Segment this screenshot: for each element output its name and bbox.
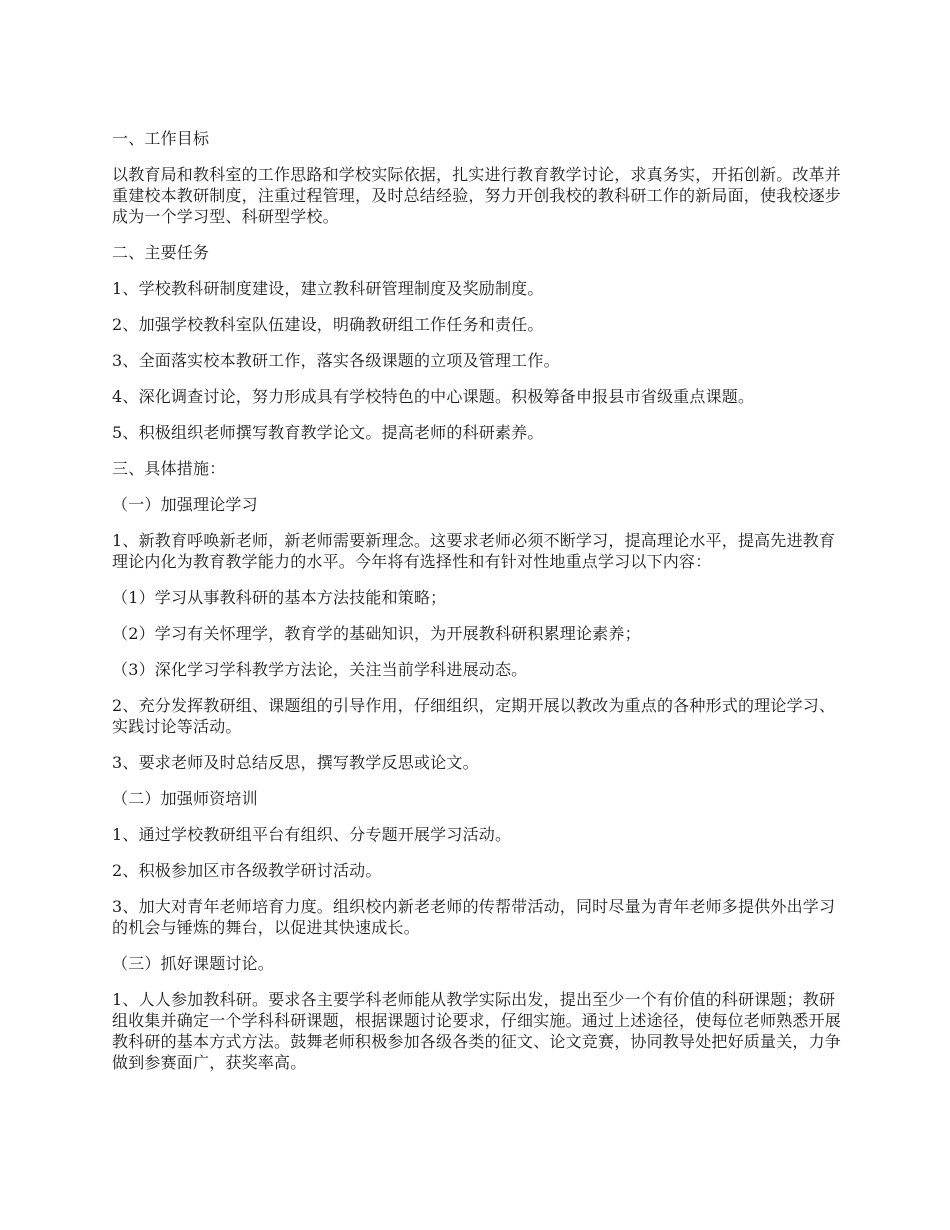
section-heading-goals: 一、工作目标 — [112, 129, 210, 148]
task-item-2: 2、加强学校教科室队伍建设，明确教研组工作任务和责任。 — [112, 315, 544, 334]
task-item-3: 3、全面落实校本教研工作，落实各级课题的立项及管理工作。 — [112, 351, 560, 370]
theory-subitem-1: （1）学习从事教科研的基本方法技能和策略； — [112, 588, 447, 607]
theory-subitem-3: （3）深化学习学科教学方法论，关注当前学科进展动态。 — [112, 660, 528, 679]
task-item-5: 5、积极组织老师撰写教育教学论文。提高老师的科研素养。 — [112, 423, 544, 442]
theory-item-2: 2、充分发挥教研组、课题组的引导作用，仔细组织，定期开展以教改为重点的各种形式的理论学习、实践讨论等活动。 — [112, 696, 836, 736]
training-item-3: 3、加大对青年老师培育力度。组织校内新老老师的传帮带活动，同时尽量为青年老师多提供外出学习的机会与锤炼的舞台，以促进其快速成长。 — [112, 897, 836, 937]
training-item-1: 1、通过学校教研组平台有组织、分专题开展学习活动。 — [112, 825, 512, 844]
theory-subitem-2: （2）学习有关怀理学，教育学的基础知识，为开展教科研积累理论素养； — [112, 624, 641, 643]
theory-item-3: 3、要求老师及时总结反思，撰写教学反思或论文。 — [112, 753, 479, 772]
task-item-4: 4、深化调查讨论，努力形成具有学校特色的中心课题。积极筹备申报县市省级重点课题。 — [112, 387, 755, 406]
document-body — [112, 128, 842, 1088]
subsection-heading-training: （二）加强师资培训 — [112, 789, 258, 808]
subsection-heading-research: （三）抓好课题讨论。 — [112, 954, 275, 973]
subsection-heading-theory: （一）加强理论学习 — [112, 495, 258, 514]
section-heading-measures: 三、具体措施： — [112, 459, 226, 478]
paragraph-goals: 以教育局和教科室的工作思路和学校实际依据，扎实进行教育教学讨论，求真务实，开拓创新。改革并重建校本教研制度，注重过程管理，及时总结经验，努力开创我校的教科研工作的新局面，使我校逐步成为一个学习型、科研型学校。 — [112, 165, 842, 226]
task-item-1: 1、学校教科研制度建设，建立教科研管理制度及奖励制度。 — [112, 279, 544, 298]
training-item-2: 2、积极参加区市各级教学研讨活动。 — [112, 861, 382, 880]
theory-item-1: 1、新教育呼唤新老师，新老师需要新理念。这要求老师必须不断学习，提高理论水平，提高先进教育理论内化为教育教学能力的水平。今年将有选择性和有针对性地重点学习以下内容： — [112, 531, 836, 571]
research-item-1: 1、人人参加教科研。要求各主要学科老师能从教学实际出发，提出至少一个有价值的科研课题；教研组收集并确定一个学科科研课题，根据课题讨论要求，仔细实施。通过上述途径，使每位老师熟悉开展教科研的基本方式方法。鼓舞老师积极参加各级各类的征文、论文竞赛，协同教导处把好质量关，力争做到参赛面广，获奖率高。 — [112, 990, 842, 1072]
section-heading-tasks: 二、主要任务 — [112, 243, 210, 262]
